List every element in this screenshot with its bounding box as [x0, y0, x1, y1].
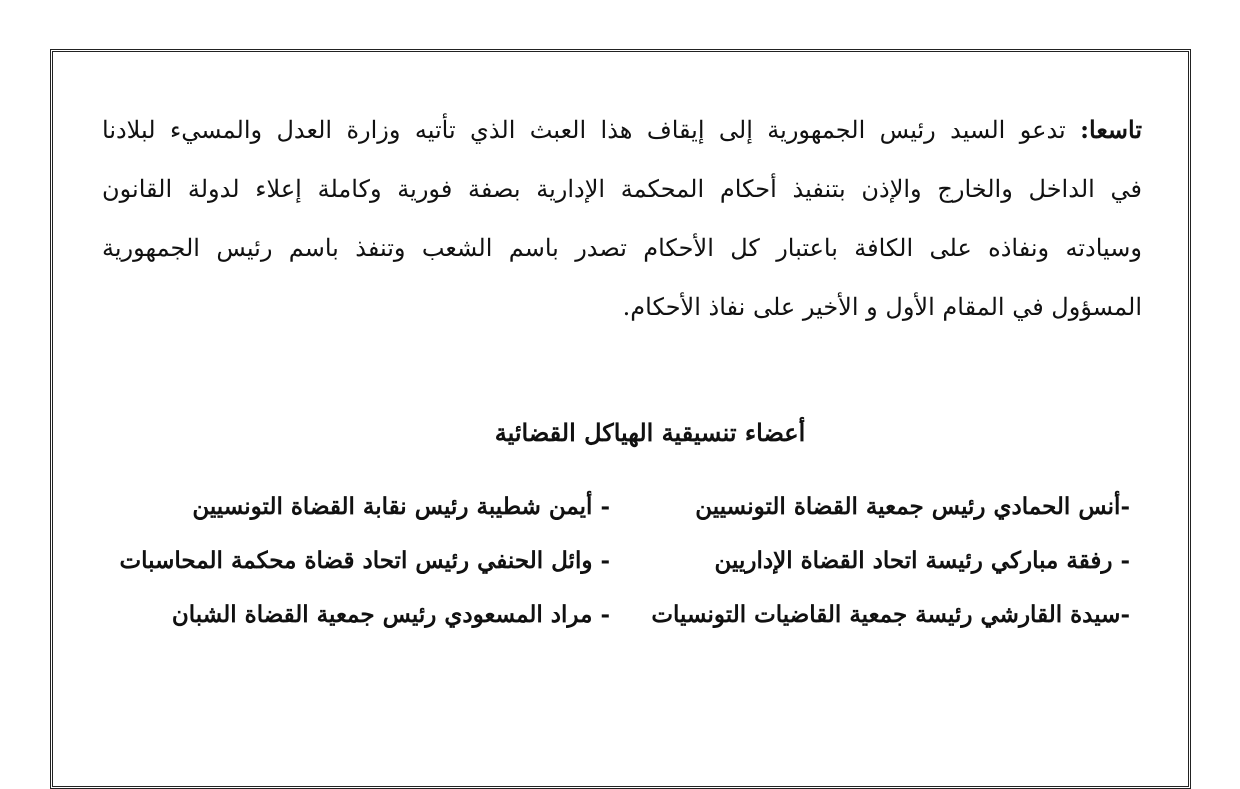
member-item: - مراد المسعودي رئيس جمعية القضاة الشبان	[171, 601, 610, 628]
member-item: - أيمن شطيبة رئيس نقابة القضاة التونسيين	[192, 493, 610, 520]
member-item: - رفقة مباركي رئيسة اتحاد القضاة الإداريين	[714, 547, 1130, 574]
member-item: -أنس الحمادي رئيس جمعية القضاة التونسيين	[695, 493, 1130, 520]
paragraph-line-1	[102, 100, 1142, 160]
section-title: أعضاء تنسيقية الهياكل القضائية	[494, 418, 806, 447]
paragraph-lead: تاسعا:	[1080, 115, 1142, 144]
members-list	[80, 482, 1130, 640]
member-item: -سيدة القارشي رئيسة جمعية القاضيات التونسيات	[651, 601, 1130, 628]
member-item: - وائل الحنفي رئيس اتحاد قضاة محكمة المحاسبات	[119, 547, 610, 574]
paragraph-line-4: المسؤول في المقام الأول و الأخير على نفاذ الأحكام.	[622, 293, 1142, 321]
paragraph-line-1-text: تدعو السيد رئيس الجمهورية إلى إيقاف هذا العبث الذي تأتيه وزارة العدل والمسيء لبلادنا	[102, 116, 1081, 144]
paragraph-line-2: في الداخل والخارج والإذن بتنفيذ أحكام المحكمة الإدارية بصفة فورية وكاملة إعلاء لدولة القانون	[102, 175, 1142, 203]
paragraph-line-3: وسيادته ونفاذه على الكافة باعتبار كل الأحكام تصدر باسم الشعب وتنفذ باسم رئيس الجمهورية	[102, 234, 1143, 262]
paragraph-ninth	[102, 100, 1142, 337]
